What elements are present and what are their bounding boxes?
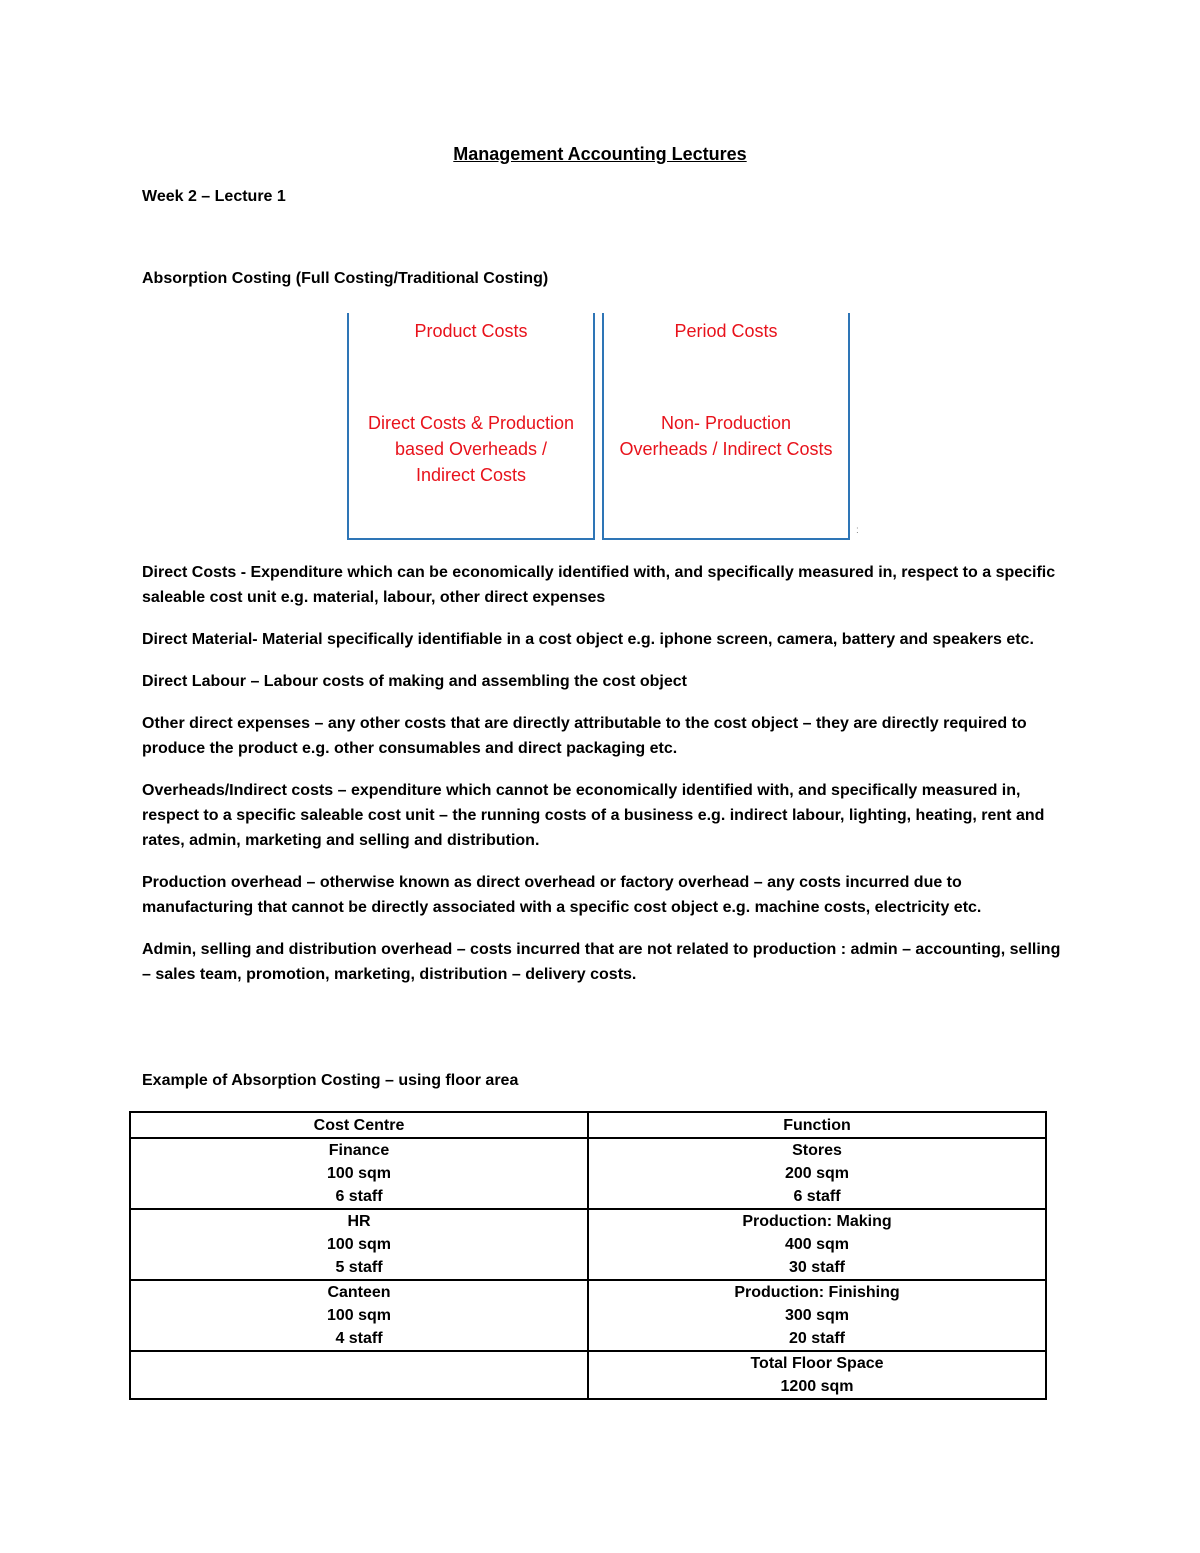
- example-title: Example of Absorption Costing – using floor area: [142, 1072, 519, 1089]
- period-costs-line: Overheads / Indirect Costs: [619, 439, 833, 459]
- definition-direct-costs: Direct Costs - Expenditure which can be economically identified with, and specifically measured in, respect to a specific saleable cost unit e.g. material, labour, other direct expenses: [142, 564, 1056, 606]
- cell-line: 5 staff: [335, 1259, 383, 1276]
- product-costs-box: [347, 313, 595, 540]
- cell-line: 1200 sqm: [780, 1378, 854, 1395]
- cell-line: 200 sqm: [784, 1165, 850, 1182]
- table-header-row: [130, 1112, 1046, 1138]
- column-header: Function: [588, 1112, 1046, 1138]
- table-cell: [130, 1138, 588, 1209]
- period-costs-description: [604, 410, 848, 462]
- cell-line: 30 staff: [788, 1259, 846, 1276]
- table-row: [130, 1209, 1046, 1280]
- lecture-label: Week 2 – Lecture 1: [142, 188, 286, 205]
- cell-line: 6 staff: [335, 1188, 383, 1205]
- period-costs-box: [602, 313, 850, 540]
- product-costs-description: [349, 410, 593, 488]
- product-costs-heading: Product Costs: [414, 321, 528, 341]
- cost-classification-diagram: [347, 313, 857, 540]
- cell-line: Stores: [792, 1142, 842, 1159]
- definition-overheads: Overheads/Indirect costs – expenditure which cannot be economically identified with, and specifically measured in, respect to a specific saleable cost unit – the running costs of a business e.g. indirect labour, lighting, heating, rent and rates, admin, marketing and selling and distribution.: [142, 782, 1045, 849]
- product-costs-line: Direct Costs & Production: [367, 413, 575, 433]
- cell-line: HR: [347, 1213, 371, 1230]
- cell-line: 300 sqm: [784, 1307, 850, 1324]
- definition-other-direct-expenses: Other direct expenses – any other costs that are directly attributable to the cost object – they are directly required to produce the product e.g. other consumables and direct packaging etc.: [142, 715, 1027, 757]
- cell-line: 400 sqm: [784, 1236, 850, 1253]
- definitions-list: [142, 560, 1062, 1004]
- cell-line: Canteen: [327, 1284, 391, 1301]
- table-cell: [130, 1280, 588, 1351]
- table-cell: [130, 1209, 588, 1280]
- cell-line: Production: Making: [742, 1213, 892, 1230]
- cost-centre-table: [129, 1111, 1047, 1400]
- cell-line: 100 sqm: [326, 1307, 392, 1324]
- definition-production-overhead: Production overhead – otherwise known as direct overhead or factory overhead – any costs incurred due to manufacturing that cannot be directly associated with a specific cost object e.g. machine costs, electricity etc.: [142, 874, 982, 916]
- table-cell: [588, 1351, 1046, 1399]
- cell-line: Total Floor Space: [750, 1355, 884, 1372]
- cell-line: Production: Finishing: [734, 1284, 900, 1301]
- cell-line: 4 staff: [335, 1330, 383, 1347]
- trailing-mark: :: [856, 525, 859, 536]
- cell-line: 100 sqm: [326, 1165, 392, 1182]
- table-row: [130, 1280, 1046, 1351]
- cell-line: 20 staff: [788, 1330, 846, 1347]
- table-cell: [588, 1209, 1046, 1280]
- definition-direct-material: Direct Material- Material specifically identifiable in a cost object e.g. iphone screen, camera, battery and speakers etc.: [142, 631, 1034, 648]
- period-costs-line: Non- Production: [660, 413, 792, 433]
- cell-line: 6 staff: [793, 1188, 841, 1205]
- column-header: Cost Centre: [130, 1112, 588, 1138]
- section-heading: Absorption Costing (Full Costing/Traditional Costing): [142, 270, 549, 287]
- cell-line: 100 sqm: [326, 1236, 392, 1253]
- table-cell: [588, 1138, 1046, 1209]
- cell-line: Finance: [328, 1142, 390, 1159]
- table-cell-empty: [130, 1351, 588, 1399]
- table-row: [130, 1138, 1046, 1209]
- page-title: Management Accounting Lectures: [453, 144, 747, 164]
- product-costs-line: Indirect Costs: [415, 465, 527, 485]
- table-row: [130, 1351, 1046, 1399]
- definition-admin-overhead: Admin, selling and distribution overhead – costs incurred that are not related to production : admin – accounting, selling – sales team, promotion, marketing, distribution – delivery costs.: [142, 941, 1061, 983]
- definition-direct-labour: Direct Labour – Labour costs of making and assembling the cost object: [142, 673, 687, 690]
- table-cell: [588, 1280, 1046, 1351]
- period-costs-heading: Period Costs: [674, 321, 778, 341]
- product-costs-line: based Overheads /: [394, 439, 548, 459]
